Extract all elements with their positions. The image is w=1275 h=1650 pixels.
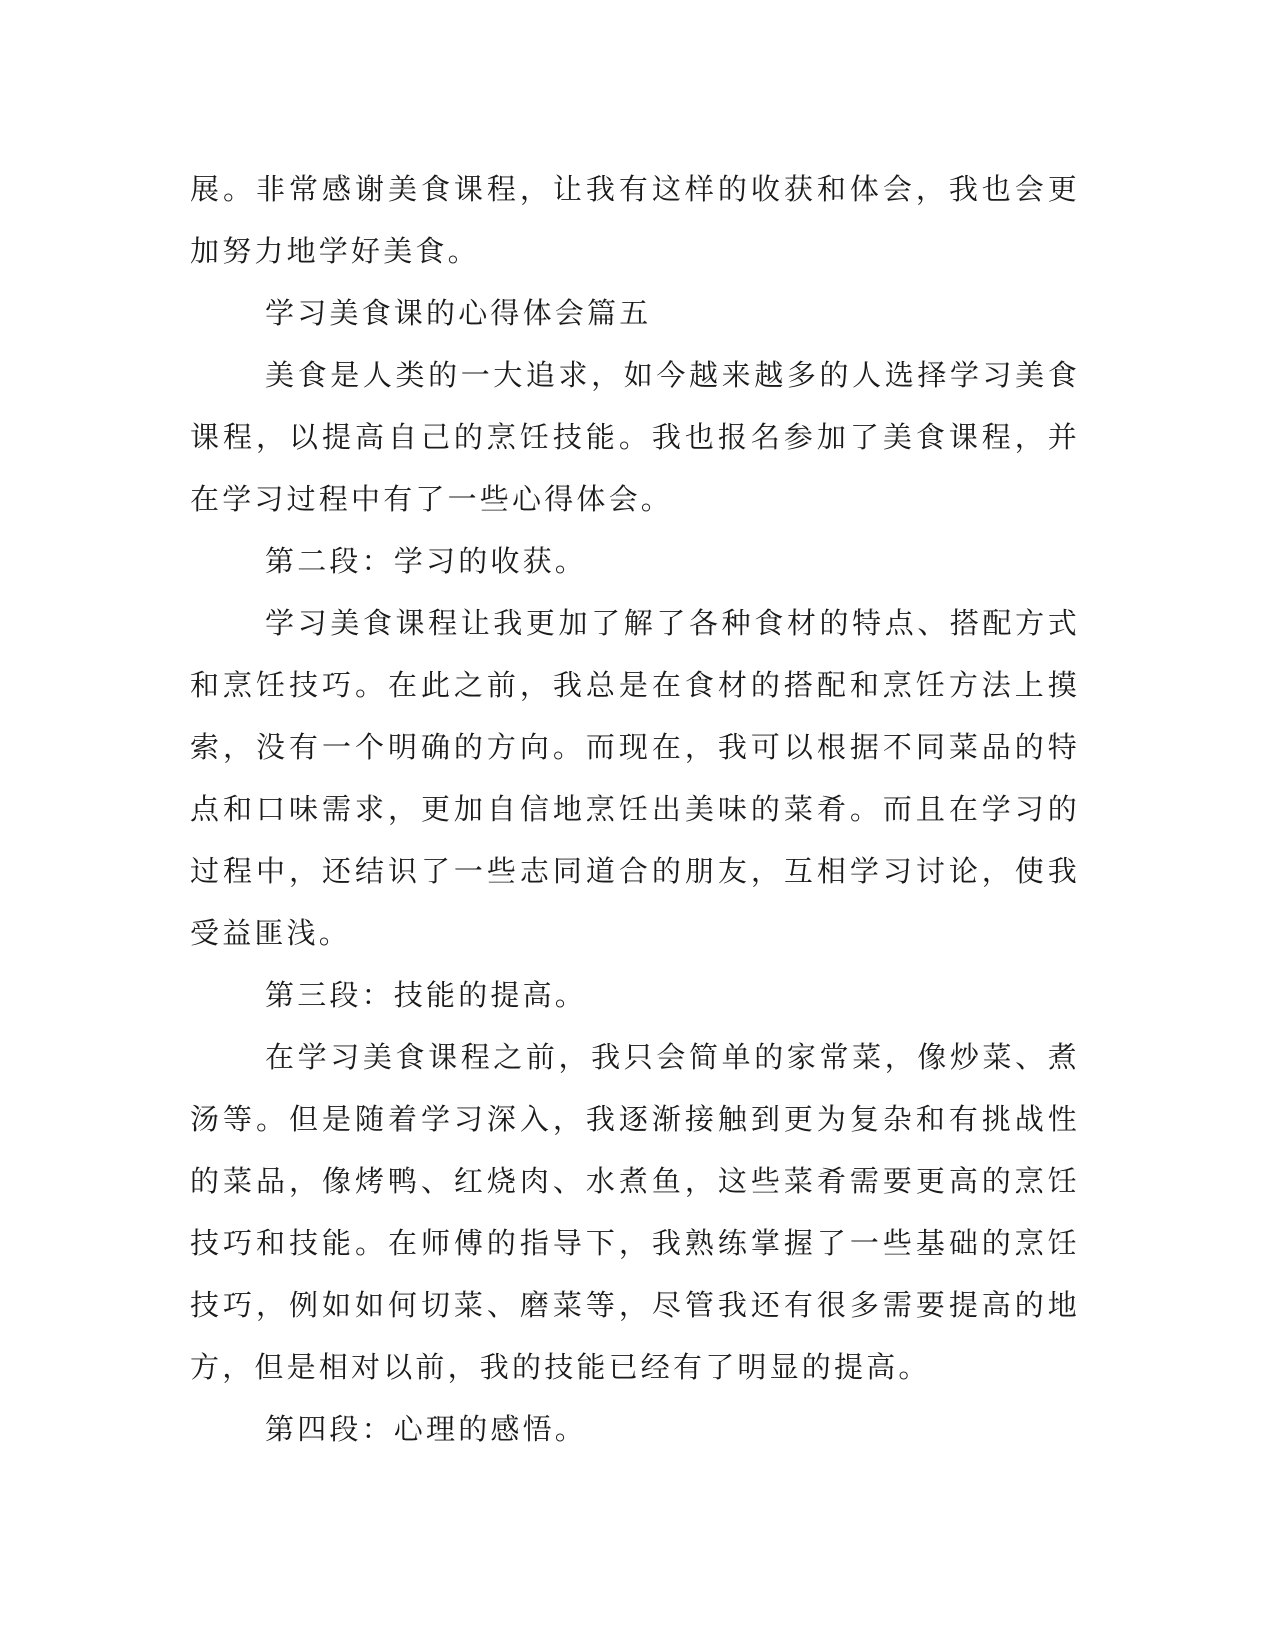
paragraph-skills: 在学习美食课程之前，我只会简单的家常菜，像炒菜、煮汤等。但是随着学习深入，我逐渐接触到更为复杂和有挑战性的菜品，像烤鸭、红烧肉、水煮鱼，这些菜肴需要更高的烹饪技巧和技能。在师傅的指导下，我熟练掌握了一些基础的烹饪技巧，例如如何切菜、磨菜等，尽管我还有很多需要提高的地方，但是相对以前，我的技能已经有了明显的提高。 [190, 1040, 1080, 1384]
paragraph-continuation: 展。非常感谢美食课程，让我有这样的收获和体会，我也会更加努力地学好美食。 [190, 172, 1080, 268]
section-subheading-4: 第四段：心理的感悟。 [265, 1412, 588, 1446]
document-body [190, 158, 1080, 1460]
section-subheading-2: 第二段：学习的收获。 [265, 544, 588, 578]
paragraph-intro: 美食是人类的一大追求，如今越来越多的人选择学习美食课程，以提高自己的烹饪技能。我也报名参加了美食课程，并在学习过程中有了一些心得体会。 [190, 358, 1080, 516]
section-heading: 学习美食课的心得体会篇五 [265, 296, 652, 330]
section-subheading-3: 第三段：技能的提高。 [265, 978, 588, 1012]
paragraph-gains: 学习美食课程让我更加了解了各种食材的特点、搭配方式和烹饪技巧。在此之前，我总是在食材的搭配和烹饪方法上摸索，没有一个明确的方向。而现在，我可以根据不同菜品的特点和口味需求，更加自信地烹饪出美味的菜肴。而且在学习的过程中，还结识了一些志同道合的朋友，互相学习讨论，使我受益匪浅。 [190, 606, 1080, 950]
